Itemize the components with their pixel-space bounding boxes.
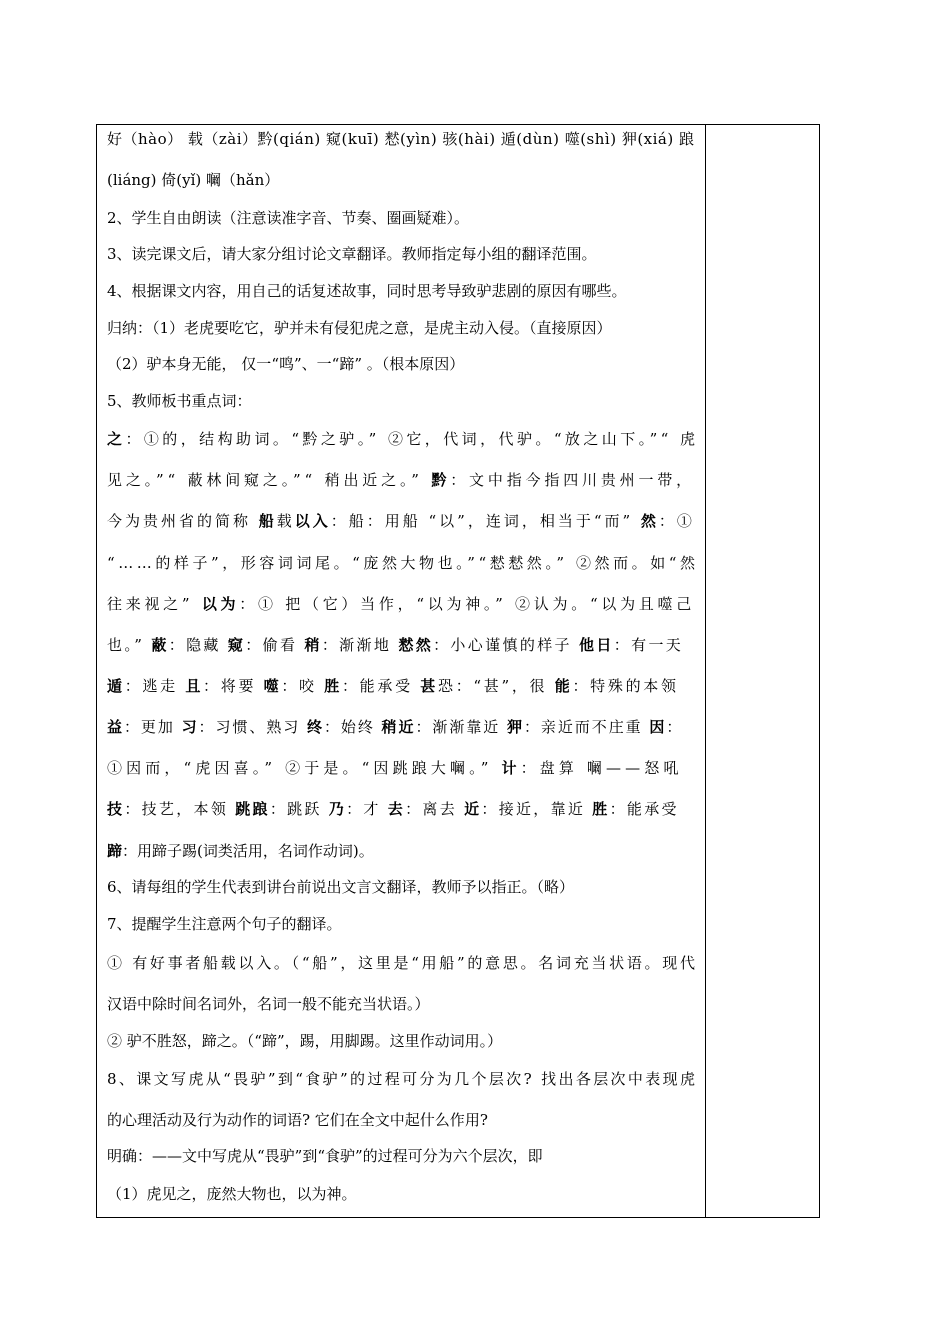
- line-text: [107, 1147, 543, 1165]
- text-segment: ：渐渐地: [321, 636, 399, 654]
- text-segment: ：技艺，本领: [124, 800, 236, 818]
- text-segment: ：①的，结构助词。“黔之驴。” ②它，代词，代驴。“放之山下。”“ 虎: [125, 430, 699, 448]
- line-text: [107, 1069, 697, 1089]
- line-text: [107, 1185, 357, 1203]
- keyword: 技: [107, 800, 125, 818]
- text-segment: 6、请每组的学生代表到讲台前说出文言文翻译，教师予以指正。（略）: [107, 878, 575, 896]
- keyword: 近: [464, 800, 482, 818]
- text-segment: ：渐渐靠近: [415, 718, 507, 736]
- text-segment: ：能承受: [609, 800, 679, 818]
- text-line: [107, 1184, 695, 1204]
- text-segment: ：①: [658, 512, 695, 530]
- keyword: 稍: [304, 636, 322, 654]
- line-text: [107, 1032, 502, 1050]
- text-segment: 明确：——文中写虎从“畏驴”到“食驴”的过程可分为六个层次，即: [107, 1147, 543, 1165]
- text-line: [107, 914, 695, 934]
- text-segment: ：文中指今指四川贵州一带，: [450, 471, 695, 489]
- text-line: [107, 244, 695, 264]
- text-segment: 好（hào） 载（zài）黔(qián) 窥(kuī) 慭(yìn) 骇(hài) 遁(dùn) 噬(shì) 狎(xiá) 踉: [107, 130, 695, 148]
- text-segment: (liáng) 倚(yǐ) 㘎（hǎn）: [107, 171, 280, 189]
- text-segment: ：: [666, 718, 684, 736]
- text-segment: ：① 把（它）当作，“以为神。” ②认为。“以为且噬己: [239, 595, 695, 613]
- text-segment: ：特殊的本领: [572, 677, 679, 695]
- text-segment: ：离去: [405, 800, 465, 818]
- line-text: [107, 429, 698, 449]
- line-text: [107, 676, 679, 696]
- text-line: [107, 470, 695, 490]
- text-segment: ：隐藏: [168, 636, 228, 654]
- line-text: [107, 915, 342, 933]
- keyword: 跳踉: [235, 800, 270, 818]
- text-segment: ：接近，靠近: [481, 800, 593, 818]
- line-text: [107, 717, 683, 737]
- line-text: [107, 129, 695, 149]
- text-segment: 也。”: [107, 636, 152, 654]
- line-text: [107, 1111, 488, 1129]
- lesson-content-cell: [97, 125, 706, 1217]
- keyword: 乃: [328, 800, 347, 818]
- keyword: 胜: [592, 800, 610, 818]
- text-segment: 7、提醒学生注意两个句子的翻译。: [107, 915, 342, 933]
- keyword: 甚: [420, 677, 438, 695]
- text-segment: ：跳跃: [269, 800, 329, 818]
- text-segment: ② 驴不胜怒，蹄之。（“蹄”，踢，用脚踢。这里作动词用。）: [107, 1032, 503, 1050]
- line-text: [107, 953, 698, 973]
- line-text: [107, 319, 612, 337]
- text-segment: ：有一天: [613, 636, 684, 654]
- text-segment: ：始终: [323, 718, 382, 736]
- keyword: 然: [640, 512, 659, 530]
- text-segment: 归纳：（1）老虎要吃它，驴并未有侵犯虎之意，是虎主动入侵。（直接原因）: [107, 319, 612, 337]
- text-line: [107, 129, 695, 149]
- text-segment: ：才: [346, 800, 388, 818]
- keyword: 以为: [201, 595, 240, 613]
- text-line: [107, 635, 695, 655]
- line-text: [107, 594, 695, 614]
- text-segment: 汉语中除时间名词外，名词一般不能充当状语。）: [107, 995, 430, 1013]
- text-line: [107, 877, 695, 897]
- text-segment: （1）虎见之，庞然大物也，以为神。: [107, 1185, 357, 1203]
- text-segment: ：偷看: [245, 636, 305, 654]
- keyword: 去: [387, 800, 406, 818]
- notes-cell: [706, 125, 819, 1217]
- lesson-table: [96, 124, 820, 1218]
- text-segment: ：能承受: [341, 677, 421, 695]
- text-segment: ①因而，“虎因喜。” ②于是。“因跳踉大㘎。”: [107, 759, 502, 777]
- text-segment: 见之。”“ 蔽林间窥之。”“ 稍出近之。”: [107, 471, 432, 489]
- text-line: [107, 994, 695, 1014]
- line-text: [107, 209, 469, 227]
- text-line: [107, 318, 695, 338]
- text-segment: ：将要: [203, 677, 264, 695]
- keyword: 习: [181, 718, 199, 736]
- text-segment: 今为贵州省的简称: [107, 512, 259, 530]
- text-line: [107, 429, 699, 449]
- text-line: [107, 1031, 695, 1051]
- text-segment: 往来视之”: [107, 595, 202, 613]
- text-segment: （2）驴本身无能， 仅一“鸣”、一“蹄” 。（根本原因）: [107, 355, 465, 373]
- keyword: 能: [554, 677, 573, 695]
- keyword: 蹄: [107, 842, 123, 860]
- keyword: 以入: [294, 512, 331, 530]
- text-line: [107, 758, 695, 778]
- text-line: [107, 953, 698, 973]
- keyword: 黔: [431, 471, 451, 489]
- line-text: [107, 511, 695, 531]
- text-line: [107, 594, 695, 614]
- text-segment: 3、读完课文后，请大家分组讨论文章翻译。教师指定每小组的翻译范围。: [107, 245, 597, 263]
- text-line: [107, 170, 695, 190]
- line-text: [107, 799, 679, 819]
- text-segment: 载: [276, 512, 295, 530]
- text-segment: ：逃走: [124, 677, 186, 695]
- keyword: 终: [306, 718, 324, 736]
- keyword: 计: [501, 759, 521, 777]
- keyword: 胜: [324, 677, 342, 695]
- text-line: [107, 208, 695, 228]
- line-text: [107, 995, 430, 1013]
- line-text: [107, 171, 279, 189]
- text-line: [107, 1069, 698, 1089]
- text-segment: 5、教师板书重点词：: [107, 392, 252, 410]
- text-line: [107, 391, 695, 411]
- text-segment: “……的样子”，形容词词尾。“庞然大物也。”“慭慭然。” ②然而。如“然: [107, 554, 699, 572]
- text-segment: ：习惯、熟习: [198, 718, 307, 736]
- text-segment: 的心理活动及行为动作的词语? 它们在全文中起什么作用?: [107, 1111, 488, 1129]
- text-line: [107, 799, 695, 819]
- text-line: [107, 354, 695, 374]
- text-segment: ：更加: [123, 718, 182, 736]
- text-segment: ：小心谨慎的样子: [433, 636, 580, 654]
- keyword: 益: [107, 718, 124, 736]
- text-segment: ：亲近而不庄重: [523, 718, 650, 736]
- keyword: 且: [185, 677, 204, 695]
- text-line: [107, 841, 695, 861]
- text-segment: ：用蹄子踢(词类活用，名词作动词)。: [122, 842, 374, 860]
- line-text: [107, 282, 627, 300]
- keyword: 之: [107, 430, 126, 448]
- keyword: 蔽: [151, 636, 169, 654]
- keyword: 因: [649, 718, 667, 736]
- line-text: [107, 878, 574, 896]
- text-segment: ：咬: [281, 677, 325, 695]
- text-segment: ：盘算 㘎——怒吼: [520, 759, 683, 777]
- line-text: [107, 842, 374, 860]
- keyword: 噬: [263, 677, 282, 695]
- text-line: [107, 1110, 695, 1130]
- keyword: 他日: [579, 636, 614, 654]
- keyword: 慭然: [398, 636, 434, 654]
- text-line: [107, 676, 695, 696]
- text-segment: ：船：用船 “以”，连词，相当于“而”: [330, 512, 641, 530]
- keyword: 狎: [506, 718, 524, 736]
- line-text: [107, 392, 252, 410]
- line-text: [107, 758, 683, 778]
- line-text: [107, 635, 683, 655]
- keyword: 稍近: [381, 718, 416, 736]
- line-text: [107, 470, 695, 490]
- text-segment: 4、根据课文内容，用自己的话复述故事，同时思考导致驴悲剧的原因有哪些。: [107, 282, 627, 300]
- text-line: [107, 281, 695, 301]
- text-segment: 恐：“甚”，很: [437, 677, 555, 695]
- text-segment: 8、课文写虎从“畏驴”到“食驴”的过程可分为几个层次? 找出各层次中表现虎: [107, 1070, 698, 1088]
- text-line: [107, 553, 699, 573]
- text-line: [107, 511, 695, 531]
- text-segment: ① 有好事者船载以入。（“船”，这里是“用船”的意思。名词充当状语。现代: [107, 954, 698, 972]
- keyword: 船: [258, 512, 277, 530]
- line-text: [107, 355, 464, 373]
- text-segment: 2、学生自由朗读（注意读准字音、节奏、圈画疑难）。: [107, 209, 470, 227]
- keyword: 窥: [227, 636, 246, 654]
- keyword: 遁: [107, 677, 125, 695]
- line-text: [107, 553, 699, 573]
- text-line: [107, 1146, 695, 1166]
- line-text: [107, 245, 597, 263]
- text-line: [107, 717, 695, 737]
